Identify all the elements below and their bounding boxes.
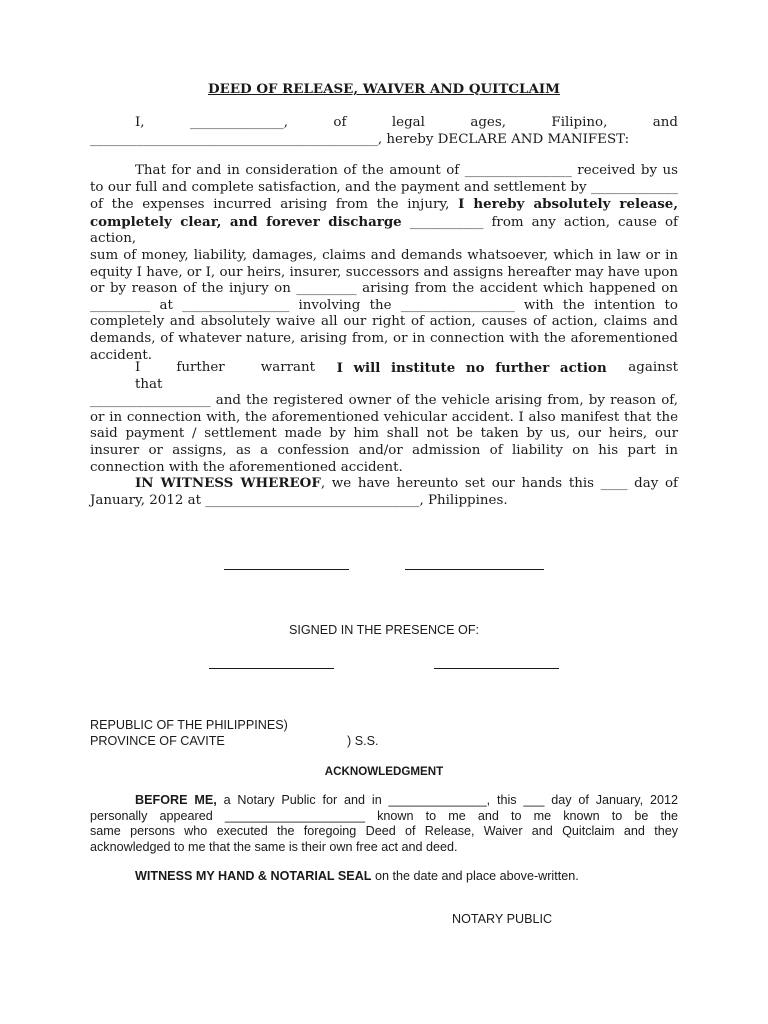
para-text: a Notary Public for and in ______________, this ___ day of January, 2012	[216, 793, 678, 807]
para-line: or in connection with, the aforementioned vehicular accident. I also manifest that the	[90, 409, 678, 425]
venue-republic: REPUBLIC OF THE PHILIPPINES)	[90, 718, 288, 732]
para-text: on the date and place above-written.	[371, 869, 579, 883]
before-me-emphasis: BEFORE ME,	[135, 793, 217, 807]
warranty-prefix	[135, 360, 315, 393]
para-line: January, 2012 at ________________________________, Philippines.	[90, 492, 508, 508]
intro-line-2: ___________________________________________, hereby DECLARE AND MANIFEST:	[90, 131, 630, 147]
acknowledgment-paragraph	[90, 793, 678, 855]
intro-word: and	[652, 115, 678, 130]
intro-word: I,	[135, 115, 145, 130]
para-line	[90, 475, 678, 493]
intro-blank: ______________,	[189, 115, 288, 130]
acknowledgment-heading: ACKNOWLEDGMENT	[324, 765, 444, 778]
para-line: to our full and complete satisfaction, and the payment and settlement by _____________	[90, 179, 678, 195]
para-line: equity I have, or I, our heirs, insurer, successors and assigns hereafter may have upon	[90, 264, 678, 280]
no-action-emphasis: I will institute no further action	[336, 360, 607, 376]
para-line: __________________ and the registered owner of the vehicle arising from, by reason of,	[90, 393, 678, 409]
intro-word: Filipino,	[551, 115, 608, 130]
para-text: of the expenses incurred arising from the injury,	[90, 197, 450, 213]
witness-seal-line	[135, 868, 579, 885]
intro-word: ages,	[470, 115, 506, 130]
signature-line	[405, 569, 544, 570]
para-line: _________ at ________________ involving the _________________ with the intention to	[90, 297, 678, 313]
signature-line	[224, 569, 349, 570]
para-text: I further warrant that	[135, 360, 315, 392]
para-line: same persons who executed the foregoing Deed of Release, Waiver and Quitclaim and they	[90, 824, 678, 839]
para-line	[90, 793, 678, 809]
witness-paragraph	[90, 475, 678, 509]
discharge-emphasis: completely clear, and forever discharge	[90, 213, 402, 230]
para-text: , we have hereunto set our hands this ____ day of	[320, 476, 678, 491]
release-emphasis: I hereby absolutely release,	[458, 196, 678, 213]
venue-province: PROVINCE OF CAVITE	[90, 734, 225, 748]
witness-signature-line	[209, 668, 334, 669]
para-text: against	[628, 360, 678, 375]
para-line	[90, 196, 678, 214]
para-line	[90, 360, 678, 393]
intro-paragraph	[90, 115, 678, 148]
para-line: demands, of whatever nature, arising from, or in connection with the aforementioned	[90, 330, 678, 346]
para-line: acknowledged to me that the same is their own free act and deed.	[90, 839, 458, 854]
para-line: completely and absolutely waive all our right of action, causes of action, claims and	[90, 314, 678, 330]
para-line: That for and in consideration of the amount of ________________ received by us	[135, 163, 678, 178]
venue-ss: ) S.S.	[347, 734, 379, 748]
notary-public-label: NOTARY PUBLIC	[452, 912, 553, 926]
para-line: said payment / settlement made by him shall not be taken by us, our heirs, our	[90, 426, 678, 442]
release-paragraph	[90, 163, 678, 364]
para-line: or by reason of the injury on _________ arising from the accident which happened on	[90, 281, 678, 297]
para-text: ___________ from any action, cause of action,	[90, 214, 678, 247]
para-line: personally appeared ____________________ known to me and to me known to be the	[90, 808, 678, 823]
para-line: insurer or assigns, as a confession and/or admission of liability on his part in	[90, 442, 678, 458]
para-line	[90, 214, 678, 248]
intro-line-1	[90, 115, 678, 132]
witness-seal-emphasis: WITNESS MY HAND & NOTARIAL SEAL	[135, 869, 372, 883]
signed-presence-label: SIGNED IN THE PRESENCE OF:	[288, 623, 480, 637]
warranty-paragraph	[90, 360, 678, 476]
intro-word: of	[333, 115, 347, 130]
intro-word: legal	[391, 115, 425, 130]
witness-emphasis: IN WITNESS WHEREOF	[135, 475, 321, 491]
para-line: connection with the aforementioned accident.	[90, 459, 403, 475]
witness-signature-line	[434, 668, 559, 669]
para-line: accident.	[90, 347, 153, 363]
para-line: sum of money, liability, damages, claims and demands whatsoever, which in law or in	[90, 247, 678, 263]
document-title: DEED OF RELEASE, WAIVER AND QUITCLAIM	[208, 81, 560, 97]
